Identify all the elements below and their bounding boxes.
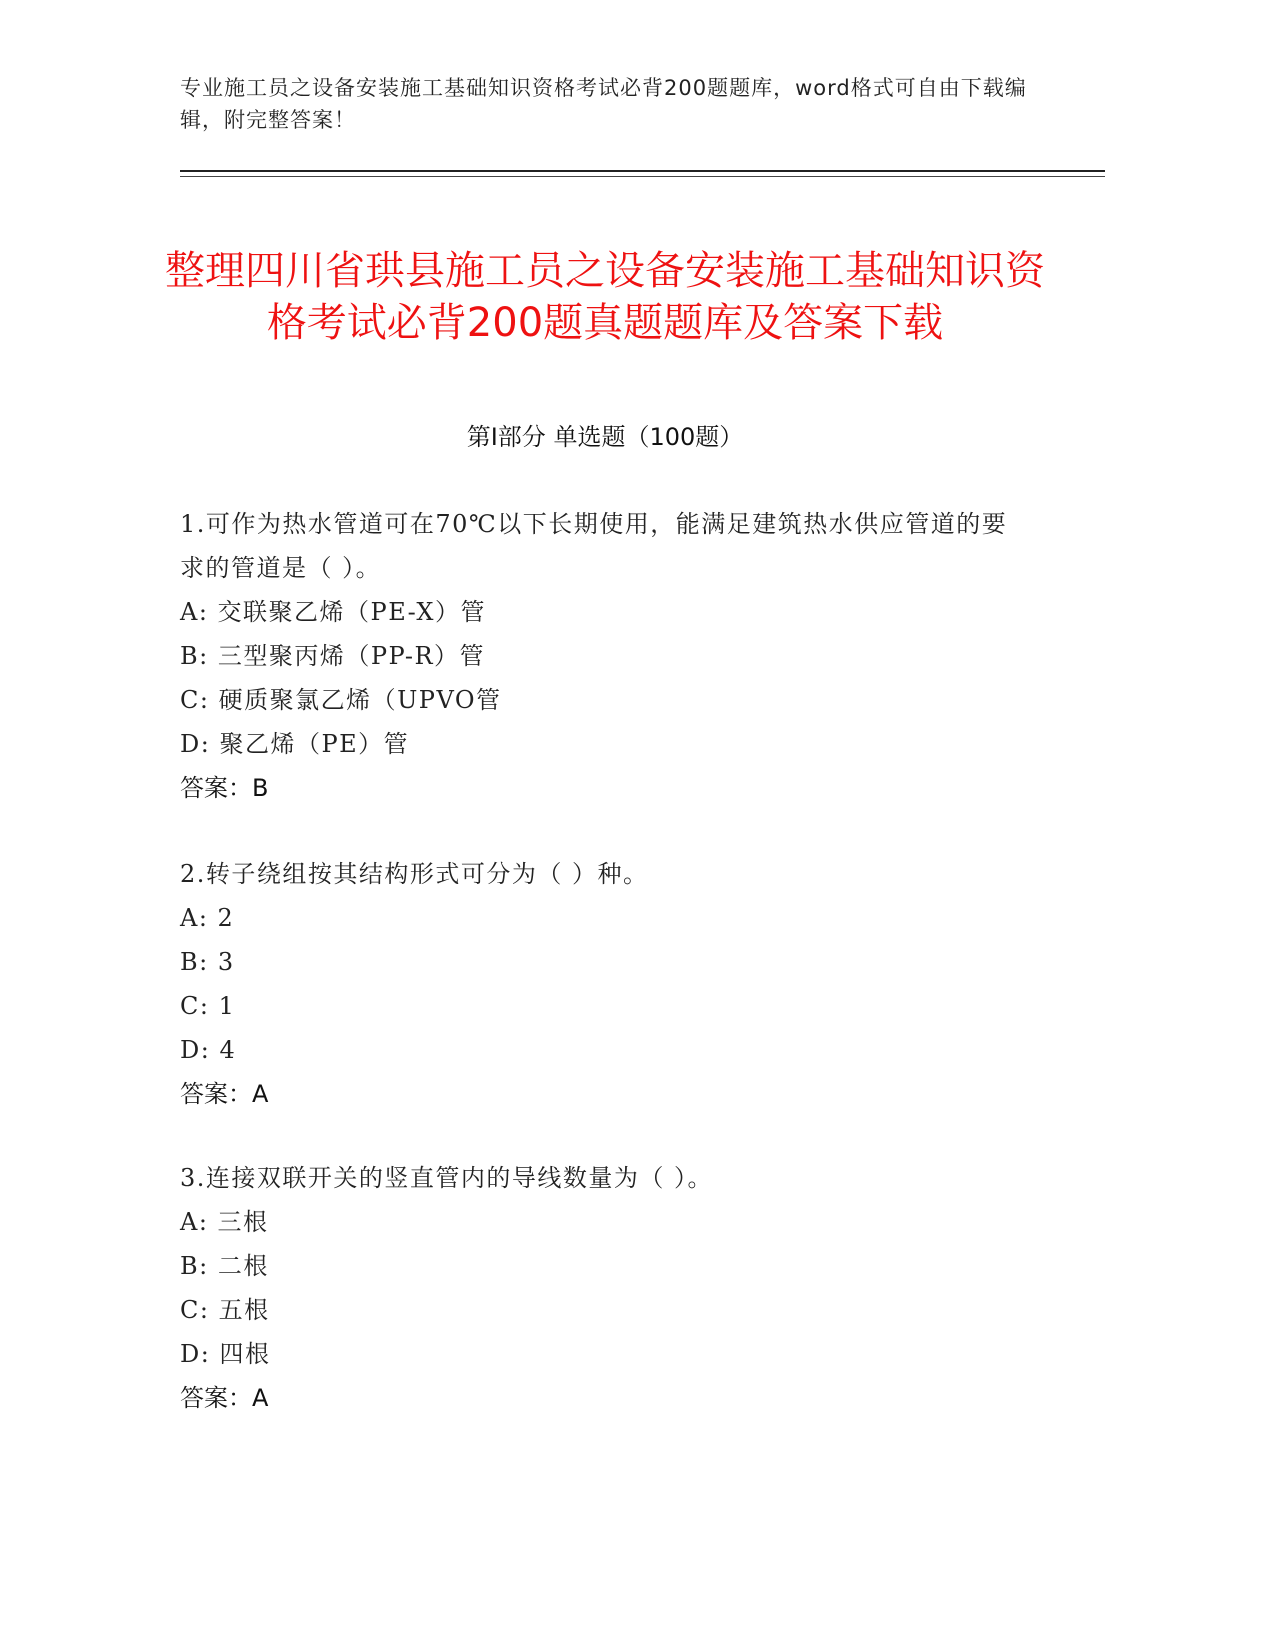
document-title: 整理四川省珙县施工员之设备安装施工基础知识资格考试必背200题真题题库及答案下载 <box>165 247 1045 346</box>
option-c: C: 五根 <box>180 1296 270 1324</box>
question-3 <box>180 1156 1030 1420</box>
answer: 答案：B <box>180 774 269 802</box>
option-b: B: 二根 <box>180 1252 269 1280</box>
question-stem: 3.连接双联开关的竖直管内的导线数量为（ ）。 <box>180 1164 714 1192</box>
question-1 <box>180 502 1030 810</box>
option-d: D: 四根 <box>180 1340 271 1368</box>
option-a: A: 三根 <box>180 1208 269 1236</box>
option-a: A: 2 <box>180 904 235 932</box>
option-c: C: 1 <box>180 992 236 1020</box>
section-title: 第Ⅰ部分 单选题（100题） <box>466 423 744 451</box>
option-a: A: 交联聚乙烯（PE-X）管 <box>180 598 486 626</box>
header-note: 专业施工员之设备安装施工基础知识资格考试必背200题题库，word格式可自由下载编辑，附完整答案！ <box>180 76 1027 132</box>
question-2 <box>180 852 1030 1116</box>
option-d: D: 聚乙烯（PE）管 <box>180 730 410 758</box>
header-divider-thick <box>180 170 1105 172</box>
option-b: B: 三型聚丙烯（PP-R）管 <box>180 642 486 670</box>
answer: 答案：A <box>180 1384 269 1412</box>
answer: 答案：A <box>180 1080 269 1108</box>
option-c: C: 硬质聚氯乙烯（UPVO管 <box>180 686 502 714</box>
header-divider-thin <box>180 176 1105 177</box>
question-stem: 1.可作为热水管道可在70℃以下长期使用，能满足建筑热水供应管道的要求的管道是（ ）。 <box>180 510 1008 582</box>
option-b: B: 3 <box>180 948 235 976</box>
option-d: D: 4 <box>180 1036 237 1064</box>
question-stem: 2.转子绕组按其结构形式可分为（ ）种。 <box>180 860 649 888</box>
